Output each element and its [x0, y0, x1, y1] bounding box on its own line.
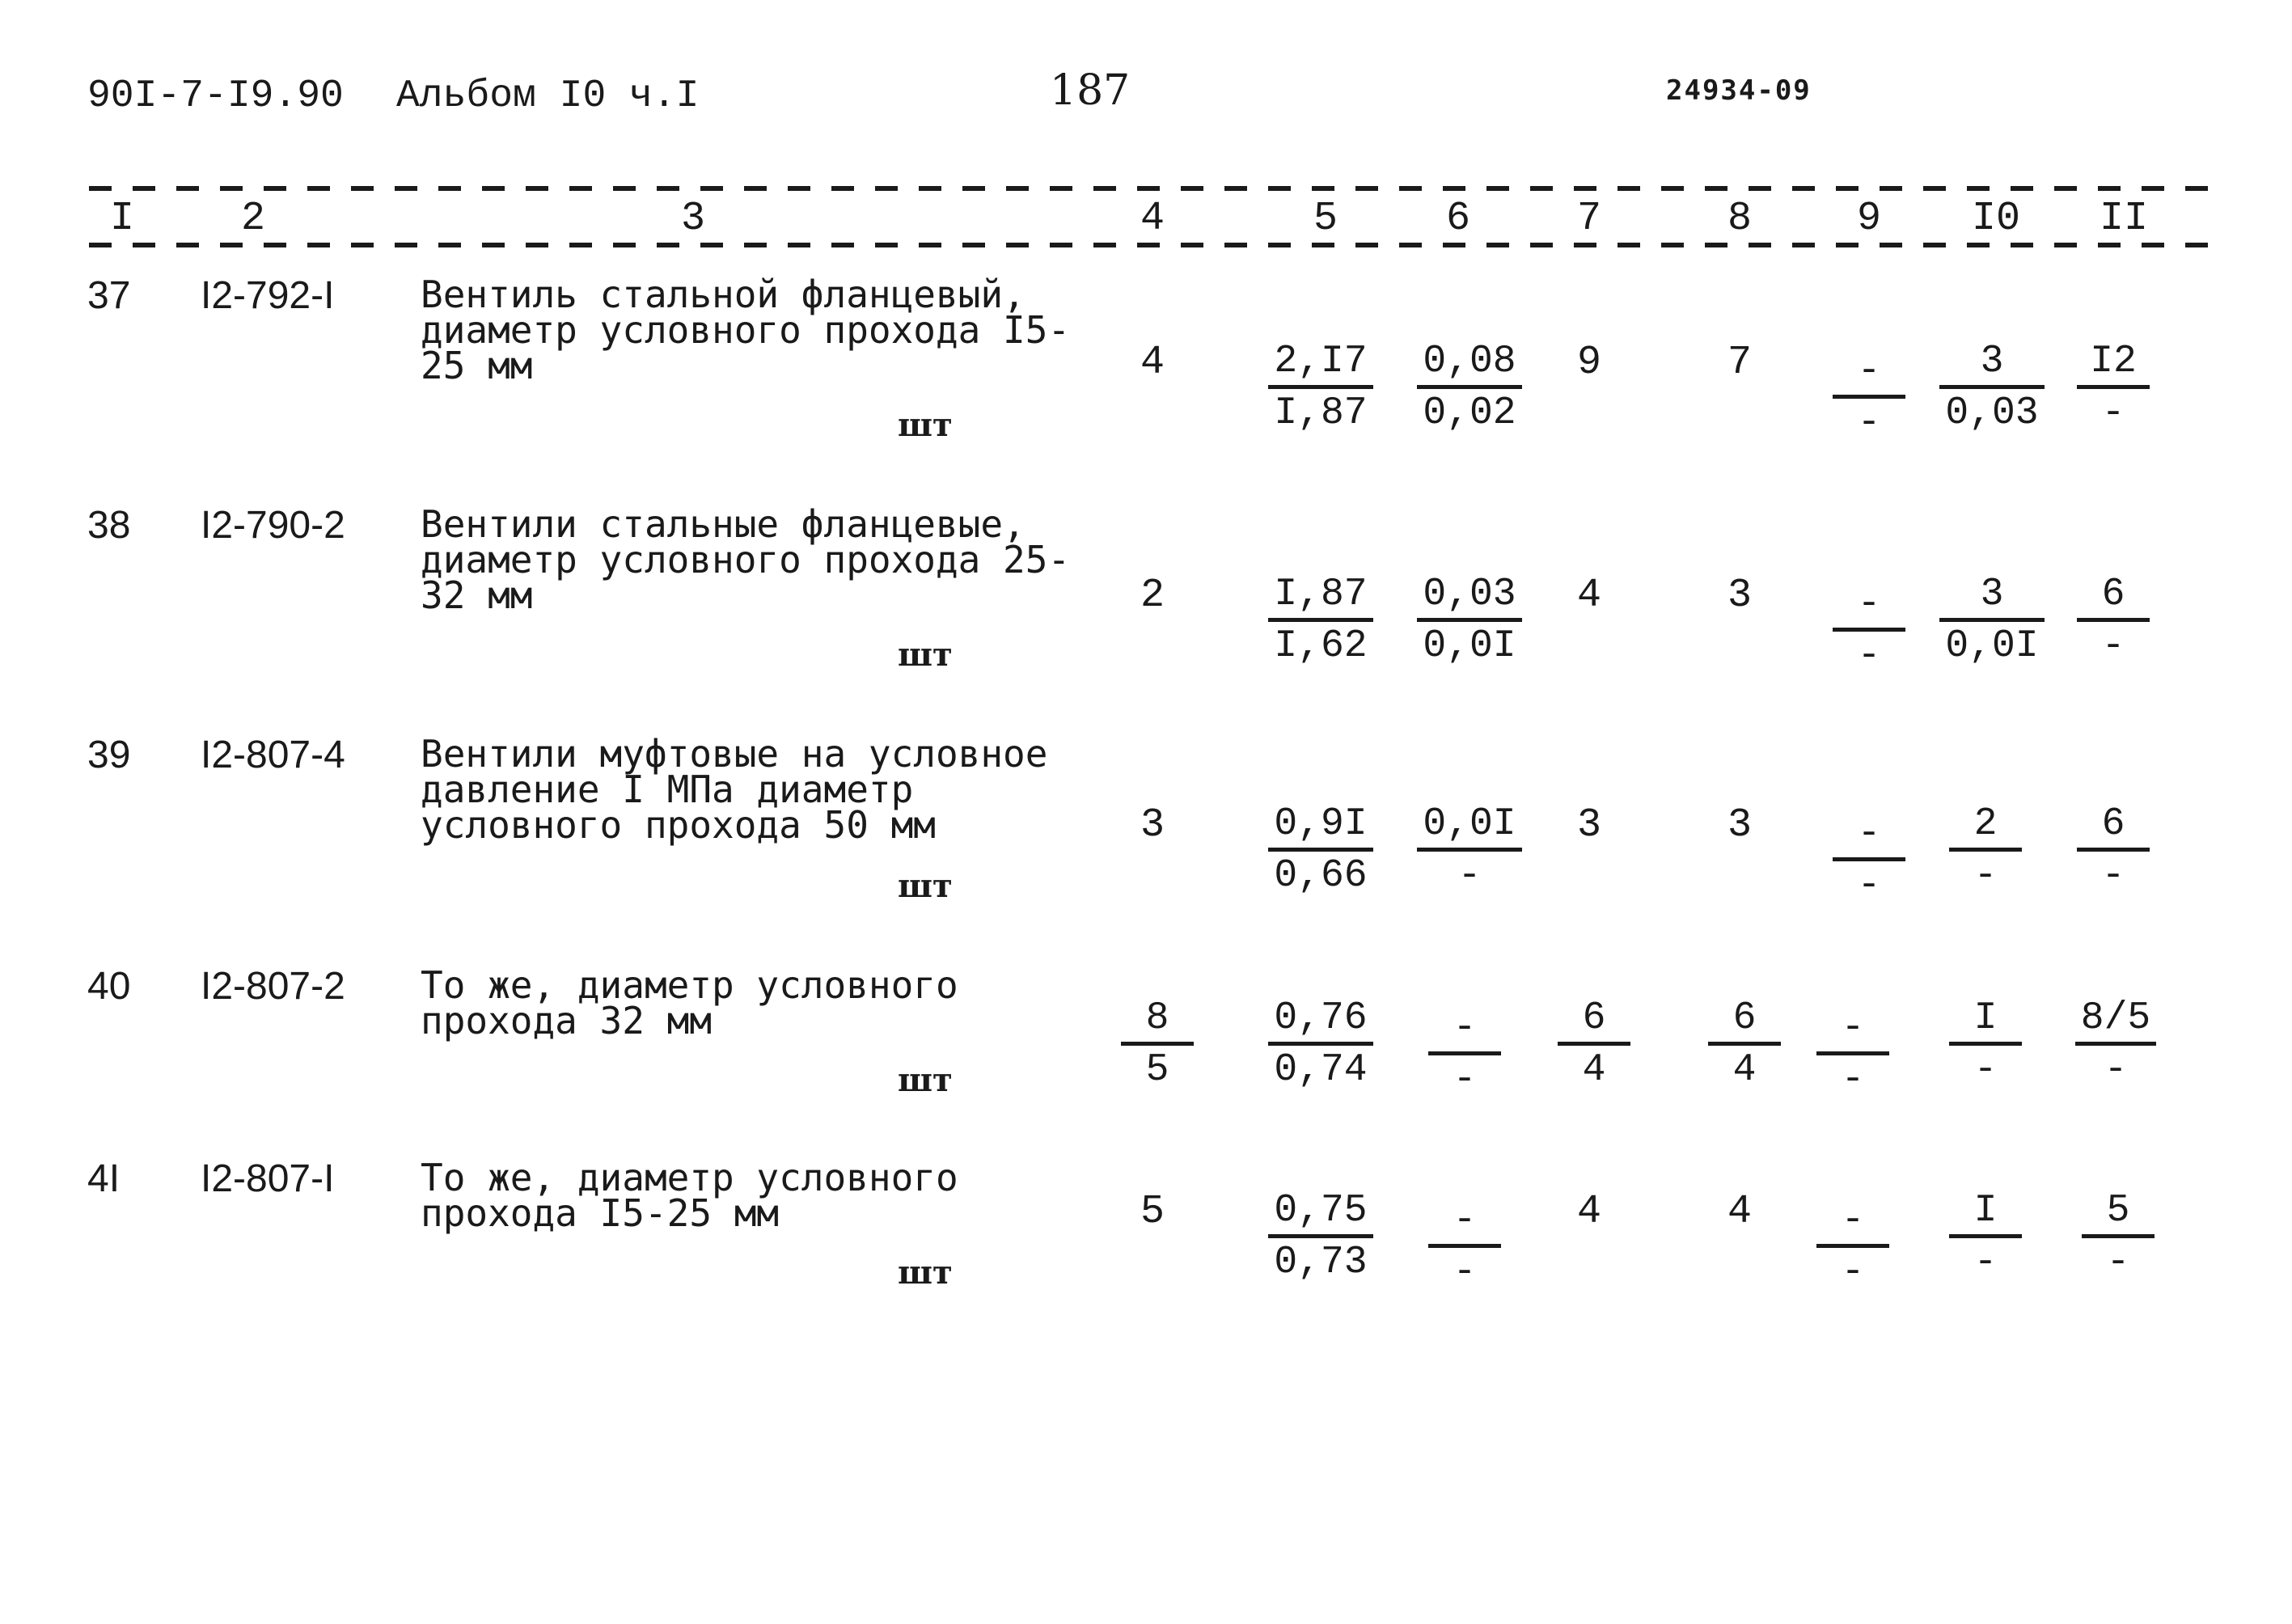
col5-bottom: 0,66 — [1274, 854, 1368, 898]
col10-bottom: - — [1973, 1048, 1998, 1092]
col7-fraction — [1558, 996, 1630, 1094]
col9-bottom: - — [1857, 864, 1881, 907]
album-label: Альбом I0 ч.I — [396, 74, 700, 118]
col6-fraction — [1428, 1006, 1501, 1104]
col10-top: I — [1949, 996, 2022, 1046]
col6-bottom: - — [1453, 1250, 1477, 1294]
col10-top: 3 — [1939, 340, 2045, 389]
col6-bottom: 0,0I — [1423, 624, 1516, 668]
col11-fraction — [2077, 340, 2150, 438]
col9-top: - — [1833, 349, 1905, 399]
col10-fraction — [1949, 1189, 2022, 1287]
col8-value: 4 — [1727, 1189, 1753, 1235]
col11-bottom: - — [2104, 1048, 2128, 1092]
col11-fraction — [2077, 573, 2150, 670]
col9-top: - — [1833, 582, 1905, 632]
row-unit: шт — [898, 1061, 953, 1099]
row-unit: шт — [898, 406, 953, 444]
row-code: I2-807-4 — [201, 734, 345, 776]
col6-bottom: - — [1457, 854, 1482, 898]
col11-bottom: - — [2101, 854, 2125, 898]
row-unit: шт — [898, 636, 953, 674]
col9-top: - — [1816, 1199, 1889, 1248]
col7-top: 6 — [1558, 996, 1630, 1046]
header-rule-top — [89, 186, 2216, 191]
col8-top: 6 — [1708, 996, 1781, 1046]
col5-top: 0,9I — [1268, 802, 1373, 852]
row-code: I2-792-I — [201, 274, 335, 317]
document-code: 90I-7-I9.90 — [87, 74, 344, 118]
col10-fraction — [1949, 802, 2022, 900]
col6-bottom: 0,02 — [1423, 391, 1516, 435]
col6-top: 0,08 — [1417, 340, 1522, 389]
row-code: I2-807-2 — [201, 965, 345, 1008]
col5-fraction — [1268, 996, 1373, 1094]
col11-top: 6 — [2077, 802, 2150, 852]
col7-value: 3 — [1577, 802, 1602, 848]
col9-fraction — [1816, 1199, 1889, 1296]
col-header-3: 3 — [681, 196, 706, 242]
col8-value: 3 — [1727, 802, 1753, 848]
col10-bottom: 0,0I — [1945, 624, 2039, 668]
col6-fraction — [1417, 340, 1522, 438]
col11-bottom: - — [2101, 624, 2125, 668]
col-header-6: 6 — [1446, 196, 1471, 242]
col5-bottom: 0,73 — [1274, 1241, 1368, 1284]
col11-fraction — [2077, 802, 2150, 900]
col9-bottom: - — [1857, 401, 1881, 445]
col6-fraction — [1428, 1199, 1501, 1296]
col-header-1: I — [110, 196, 135, 242]
page-number: 187 — [1050, 66, 1131, 115]
col5-fraction — [1268, 802, 1373, 900]
col9-top: - — [1816, 1006, 1889, 1055]
col5-fraction — [1268, 573, 1373, 670]
col8-value: 7 — [1727, 340, 1753, 386]
col6-top: 0,03 — [1417, 573, 1522, 622]
col6-bottom: - — [1453, 1058, 1477, 1102]
col-header-9: 9 — [1857, 196, 1882, 242]
col8-bottom: 4 — [1732, 1048, 1757, 1092]
col9-fraction — [1816, 1006, 1889, 1104]
col10-fraction — [1949, 996, 2022, 1094]
col10-bottom: 0,03 — [1945, 391, 2039, 435]
col4-fraction — [1121, 996, 1194, 1094]
col10-top: 3 — [1939, 573, 2045, 622]
col4-top: 8 — [1121, 996, 1194, 1046]
col5-top: 0,75 — [1268, 1189, 1373, 1238]
col10-fraction — [1939, 573, 2045, 670]
row-description: То же, диаметр условного прохода I5-25 мм — [421, 1156, 958, 1235]
col9-fraction — [1833, 349, 1905, 447]
col5-top: I,87 — [1268, 573, 1373, 622]
col6-fraction — [1417, 802, 1522, 900]
inventory-stamp: 24934-09 — [1666, 74, 1812, 107]
col4-bottom: 5 — [1145, 1048, 1169, 1092]
col-header-2: 2 — [241, 196, 266, 242]
col7-value: 4 — [1577, 573, 1602, 619]
row-description: Вентили стальные фланцевые, диаметр условного прохода 25-32 мм — [421, 502, 1071, 617]
row-number: 40 — [87, 965, 131, 1008]
col4-value: 3 — [1140, 802, 1165, 848]
col9-fraction — [1833, 812, 1905, 910]
header-rule-bottom — [89, 243, 2216, 247]
row-description: Вентиль стальной фланцевый, диаметр условного прохода I5-25 мм — [421, 273, 1071, 387]
row-description: То же, диаметр условного прохода 32 мм — [421, 963, 958, 1042]
col-header-11: II — [2100, 196, 2149, 242]
row-number: 39 — [87, 734, 131, 776]
row-unit: шт — [898, 867, 953, 905]
col11-fraction — [2075, 996, 2156, 1094]
col5-bottom: 0,74 — [1274, 1048, 1368, 1092]
col6-top: - — [1428, 1006, 1501, 1055]
col5-top: 0,76 — [1268, 996, 1373, 1046]
col11-fraction — [2082, 1189, 2155, 1287]
col9-bottom: - — [1841, 1058, 1865, 1102]
col4-value: 5 — [1140, 1189, 1165, 1235]
col11-top: 6 — [2077, 573, 2150, 622]
col5-bottom: I,62 — [1274, 624, 1368, 668]
row-code: I2-790-2 — [201, 504, 345, 547]
row-number: 37 — [87, 274, 131, 317]
col5-fraction — [1268, 1189, 1373, 1287]
col-header-5: 5 — [1313, 196, 1338, 242]
col7-value: 4 — [1577, 1189, 1602, 1235]
col11-top: I2 — [2077, 340, 2150, 389]
col11-top: 8/5 — [2075, 996, 2156, 1046]
col10-bottom: - — [1973, 1241, 1998, 1284]
col-header-7: 7 — [1577, 196, 1602, 242]
col11-bottom: - — [2106, 1241, 2130, 1284]
col10-top: 2 — [1949, 802, 2022, 852]
col6-top: 0,0I — [1417, 802, 1522, 852]
col6-top: - — [1428, 1199, 1501, 1248]
col5-top: 2,I7 — [1268, 340, 1373, 389]
col4-value: 2 — [1140, 573, 1165, 619]
col9-top: - — [1833, 812, 1905, 861]
col8-value: 3 — [1727, 573, 1753, 619]
col8-fraction — [1708, 996, 1781, 1094]
col10-top: I — [1949, 1189, 2022, 1238]
row-unit: шт — [898, 1254, 953, 1292]
col10-bottom: - — [1973, 854, 1998, 898]
col10-fraction — [1939, 340, 2045, 438]
col7-bottom: 4 — [1582, 1048, 1606, 1092]
col5-fraction — [1268, 340, 1373, 438]
col9-bottom: - — [1857, 634, 1881, 678]
row-number: 38 — [87, 504, 131, 547]
col11-bottom: - — [2101, 391, 2125, 435]
col4-value: 4 — [1140, 340, 1165, 386]
row-description: Вентили муфтовые на условное давление I МПа диаметр условного прохода 50 мм — [421, 732, 1048, 847]
col-header-8: 8 — [1727, 196, 1753, 242]
row-number: 4I — [87, 1157, 121, 1200]
col-header-10: I0 — [1972, 196, 2021, 242]
col7-value: 9 — [1577, 340, 1602, 386]
col9-bottom: - — [1841, 1250, 1865, 1294]
row-code: I2-807-I — [201, 1157, 335, 1200]
col11-top: 5 — [2082, 1189, 2155, 1238]
col5-bottom: I,87 — [1274, 391, 1368, 435]
col6-fraction — [1417, 573, 1522, 670]
col-header-4: 4 — [1140, 196, 1165, 242]
col9-fraction — [1833, 582, 1905, 680]
